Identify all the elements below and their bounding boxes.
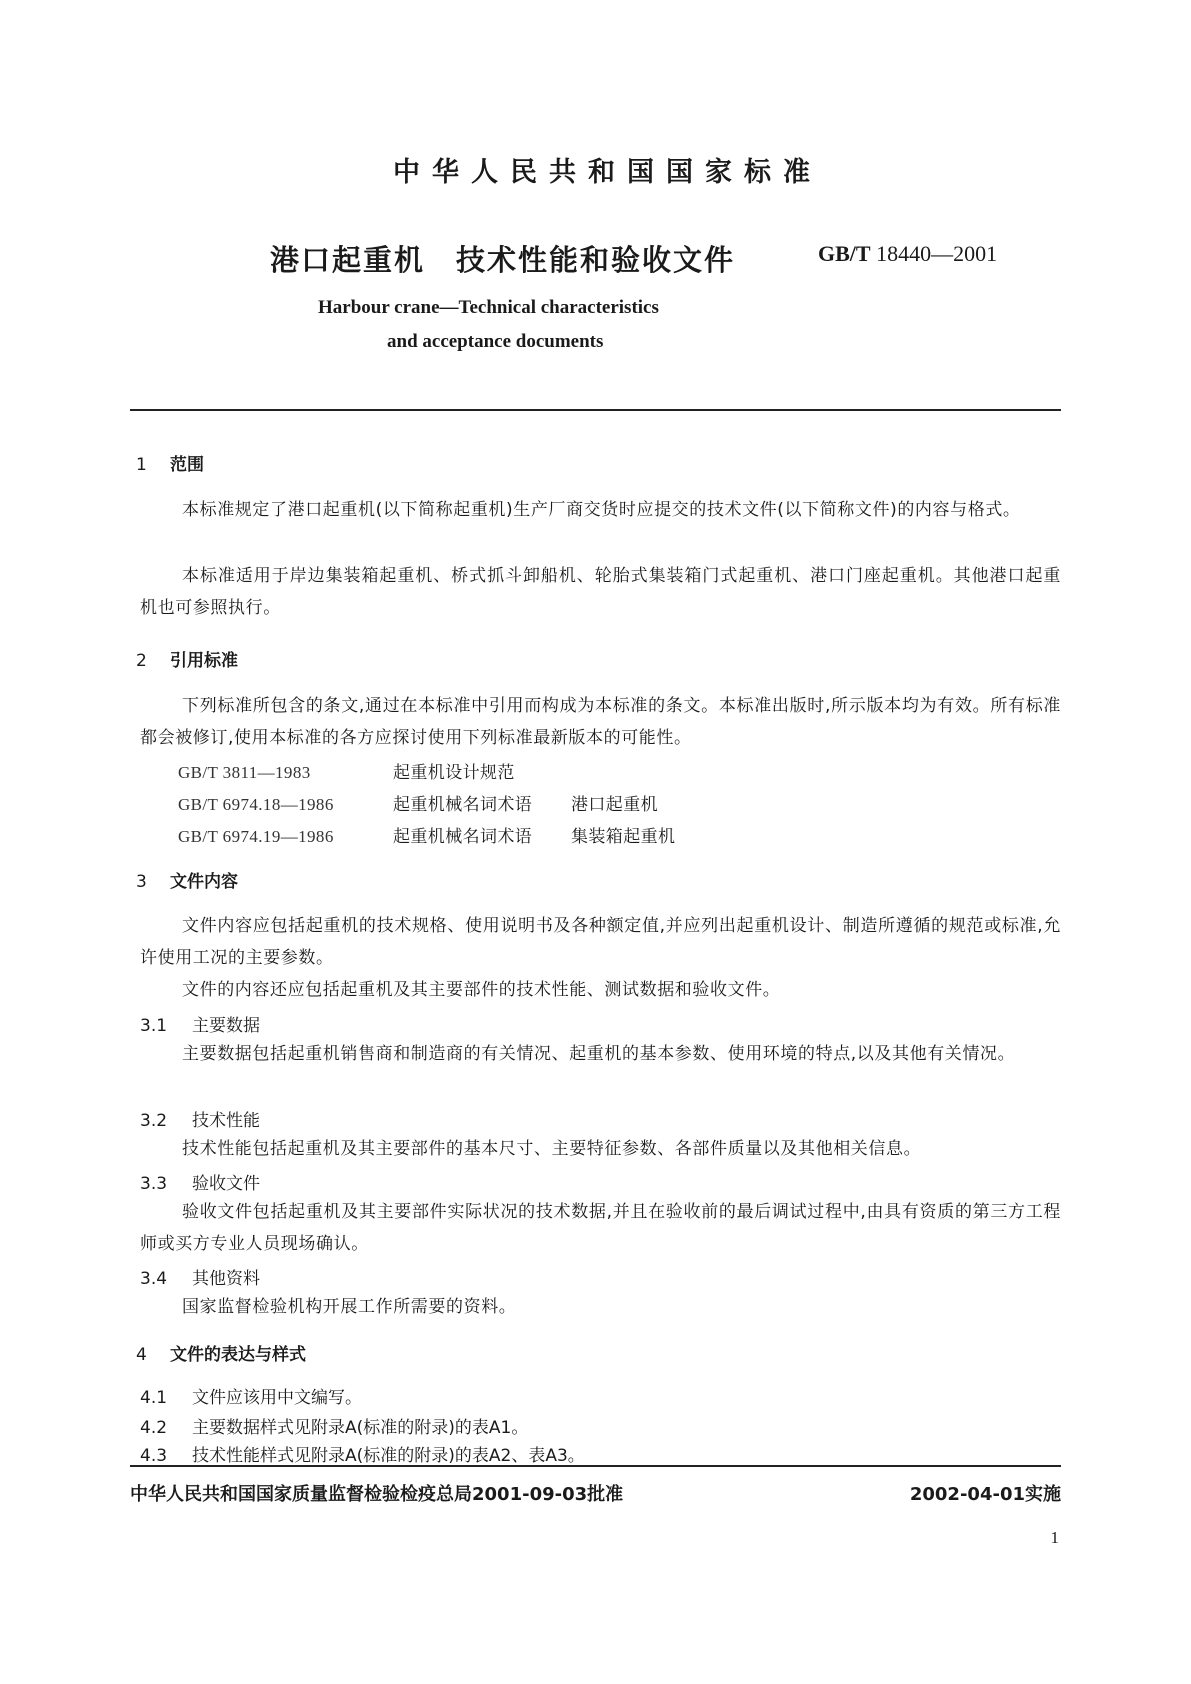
subsection-number: 3.4 bbox=[140, 1269, 168, 1289]
reference-item bbox=[178, 822, 675, 847]
subsection-title: 验收文件 bbox=[192, 1174, 260, 1194]
section-number: 4 bbox=[136, 1345, 147, 1365]
standard-code: GB/T bbox=[818, 241, 871, 266]
page-number: 1 bbox=[1050, 1528, 1059, 1547]
reference-name: 起重机械名词术语 bbox=[393, 795, 533, 815]
section-1-paragraph-2: 本标准适用于岸边集装箱起重机、桥式抓斗卸船机、轮胎式集装箱门式起重机、港口门座起重机。其他港口起重机也可参照执行。 bbox=[140, 566, 1061, 618]
english-title-line-1: Harbour crane—Technical characteristics bbox=[318, 297, 659, 318]
subsection-3-3-heading bbox=[140, 1169, 260, 1194]
section-number: 3 bbox=[136, 872, 147, 892]
approval-statement: 中华人民共和国国家质量监督检验检疫总局2001-09-03批准 bbox=[130, 1484, 624, 1505]
section-2-heading bbox=[136, 646, 238, 671]
section-3-paragraph-2: 文件的内容还应包括起重机及其主要部件的技术性能、测试数据和验收文件。 bbox=[182, 980, 781, 1000]
section-title: 文件的表达与样式 bbox=[170, 1345, 306, 1365]
section-title: 范围 bbox=[170, 455, 204, 475]
section-title: 文件内容 bbox=[170, 872, 238, 892]
section-4-item bbox=[140, 1413, 528, 1438]
section-4-item bbox=[140, 1383, 362, 1408]
item-text: 文件应该用中文编写。 bbox=[192, 1388, 362, 1408]
subsection-number: 3.1 bbox=[140, 1016, 168, 1036]
item-text: 主要数据样式见附录A(标准的附录)的表A1。 bbox=[192, 1418, 529, 1438]
item-number: 4.1 bbox=[140, 1388, 168, 1408]
subsection-3-3-text: 验收文件包括起重机及其主要部件实际状况的技术数据,并且在验收前的最后调试过程中,由具有资质的第三方工程师或买方专业人员现场确认。 bbox=[140, 1202, 1061, 1254]
subsection-3-1-text: 主要数据包括起重机销售商和制造商的有关情况、起重机的基本参数、使用环境的特点,以及其他有关情况。 bbox=[182, 1044, 1016, 1064]
section-2-paragraph-1: 下列标准所包含的条文,通过在本标准中引用而构成为本标准的条文。本标准出版时,所示版本均为有效。所有标准都会被修订,使用本标准的各方应探讨使用下列标准最新版本的可能性。 bbox=[140, 696, 1061, 748]
subsection-title: 其他资料 bbox=[192, 1269, 260, 1289]
subsection-3-2-text: 技术性能包括起重机及其主要部件的基本尺寸、主要特征参数、各部件质量以及其他相关信息。 bbox=[182, 1139, 922, 1159]
subsection-3-2-heading bbox=[140, 1106, 260, 1131]
section-4-heading bbox=[136, 1340, 306, 1365]
reference-name: 起重机械名词术语 bbox=[393, 827, 533, 847]
section-1-paragraph-1: 本标准规定了港口起重机(以下简称起重机)生产厂商交货时应提交的技术文件(以下简称文件)的内容与格式。 bbox=[182, 500, 1021, 520]
section-3-paragraph-1: 文件内容应包括起重机的技术规格、使用说明书及各种额定值,并应列出起重机设计、制造所遵循的规范或标准,允许使用工况的主要参数。 bbox=[140, 916, 1061, 968]
reference-code: GB/T 3811—1983 bbox=[178, 763, 311, 782]
section-number: 2 bbox=[136, 651, 147, 671]
reference-subname: 集装箱起重机 bbox=[571, 827, 676, 847]
reference-name: 起重机设计规范 bbox=[393, 763, 515, 783]
reference-subname: 港口起重机 bbox=[571, 795, 658, 815]
section-3-heading bbox=[136, 867, 238, 892]
section-1-heading bbox=[136, 450, 204, 475]
chinese-title: 港口起重机 技术性能和验收文件 bbox=[270, 243, 736, 277]
section-4-item bbox=[140, 1441, 585, 1466]
standard-number-value: 18440—2001 bbox=[876, 241, 998, 266]
subsection-title: 技术性能 bbox=[192, 1111, 260, 1131]
subsection-3-4-text: 国家监督检验机构开展工作所需要的资料。 bbox=[182, 1297, 517, 1317]
footer-divider bbox=[130, 1465, 1061, 1467]
reference-code: GB/T 6974.19—1986 bbox=[178, 827, 334, 846]
header-divider bbox=[130, 409, 1061, 411]
reference-item bbox=[178, 790, 658, 815]
subsection-title: 主要数据 bbox=[192, 1016, 260, 1036]
subsection-3-1-heading bbox=[140, 1011, 260, 1036]
item-number: 4.2 bbox=[140, 1418, 168, 1438]
section-number: 1 bbox=[136, 455, 147, 475]
subsection-3-4-heading bbox=[140, 1264, 260, 1289]
subsection-number: 3.3 bbox=[140, 1174, 168, 1194]
reference-item bbox=[178, 758, 571, 783]
english-title-line-2: and acceptance documents bbox=[387, 331, 604, 352]
reference-code: GB/T 6974.18—1986 bbox=[178, 795, 334, 814]
item-number: 4.3 bbox=[140, 1446, 168, 1466]
item-text: 技术性能样式见附录A(标准的附录)的表A2、表A3。 bbox=[192, 1446, 585, 1466]
effective-date: 2002-04-01实施 bbox=[909, 1484, 1061, 1505]
section-title: 引用标准 bbox=[170, 651, 238, 671]
standard-number bbox=[818, 241, 997, 267]
subsection-number: 3.2 bbox=[140, 1111, 168, 1131]
national-standard-heading: 中华人民共和国国家标准 bbox=[393, 157, 822, 188]
